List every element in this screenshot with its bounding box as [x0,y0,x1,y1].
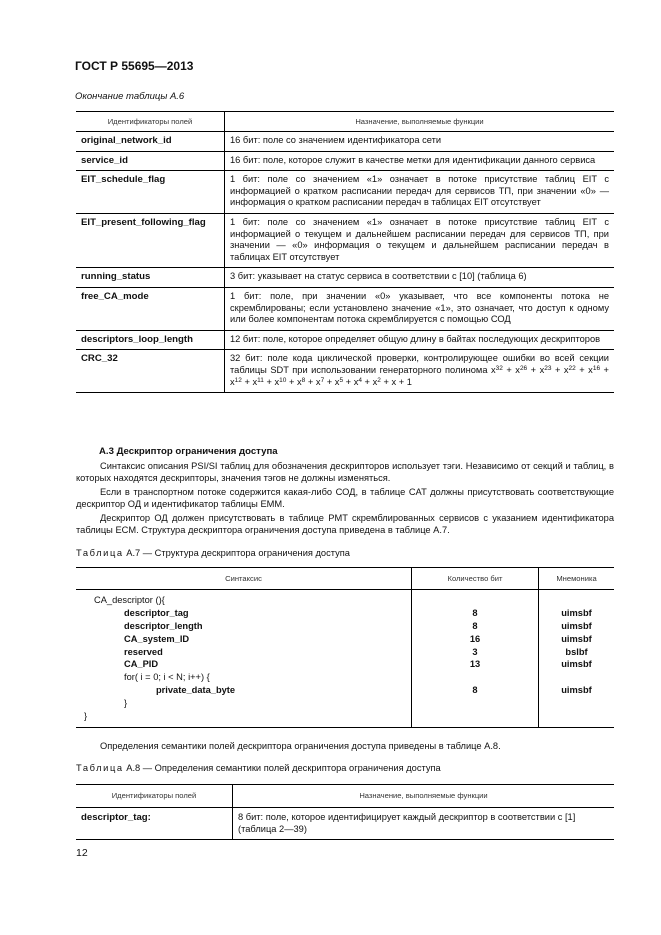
table-a8 [76,784,614,840]
bits-value: 8 [472,685,478,696]
bits-value: 16 [469,633,481,644]
polynomial-exponent: 4 [358,376,362,384]
polynomial-exponent: 2 [377,376,381,384]
polynomial-exponent: 16 [592,364,601,372]
polynomial-exponent: 32 [495,364,503,372]
mnemonic-value: uimsbf [561,685,592,696]
column-header: Синтаксис [76,568,412,590]
syntax-line: for( i = 0; i < N; i++) { [124,672,210,683]
column-header: Назначение, выполняемые функции [225,112,615,132]
table-a8-caption [76,763,441,773]
polynomial-term: $x^{11}$ [252,376,264,387]
polynomial-exponent: 5 [339,376,344,384]
polynomial-term: $x^{23}$ [539,364,552,375]
table-a6-caption: Окончание таблицы А.6 [75,91,185,102]
polynomial-exponent: 8 [301,376,306,384]
table-row [76,151,614,171]
syntax-line: descriptor_length [124,620,203,631]
table-row [76,132,614,152]
polynomial-term: $x^{16}$ [588,364,601,375]
syntax-line: CA_descriptor (){ [94,595,165,605]
paragraph: Если в транспортном потоке содержится какая-либо СОД, в таблице CAT должны присутствовать соответствующие дескриптор ОД и идентификатор таблицы EMM. [76,487,614,509]
table-caption-label: Таблица [76,548,124,558]
field-description: 1 бит: поле со значением «1» означает в потоке присутствие таблиц EIT с информацией о кратком расписании передач для сервисов ТП, при значении «0» — информация о кратком расписании передач в таблицах EIT отсутствует [225,171,615,214]
polynomial-term: $x^8$ [297,376,306,387]
bits-value: 3 [472,646,478,657]
field-identifier: original_network_id [76,132,225,152]
column-header: Идентификаторы полей [76,112,225,132]
field-identifier: CRC_32 [76,350,225,393]
field-description: 3 бит: указывает на статус сервиса в соответствии с [10] (таблица 6) [225,268,615,288]
polynomial-term: $x^{26}$ [515,364,528,375]
polynomial-term: 1 [406,376,412,387]
syntax-line: } [84,711,88,722]
field-identifier: EIT_schedule_flag [76,171,225,214]
table-a7 [76,567,614,728]
mnemonic-column [539,590,615,728]
polynomial-term: $x^7$ [315,376,325,387]
bits-value [412,697,538,710]
document-header: ГОСТ Р 55695—2013 [75,59,194,73]
field-identifier: running_status [76,268,225,288]
table-caption-text: А.8 — Определения семантики полей дескриптора ограничения доступа [126,763,441,773]
bits-value: 8 [472,607,478,618]
field-description: 12 бит: поле, которое определяет общую длину в байтах последующих дескрипторов [225,330,615,350]
field-identifier: service_id [76,151,225,171]
field-description [225,350,615,393]
paragraph: Синтаксис описания PSI/SI таблиц для обозначения дескрипторов использует тэги. Независимо от секций и таблиц, в которых находятся дескрипторы, значения тэгов не должны изменяться. [76,461,614,483]
page-number: 12 [76,847,88,859]
mnemonic-value [539,671,614,684]
syntax-line: CA_system_ID [124,633,190,644]
table-row [76,213,614,267]
polynomial-term: $x^{32}$ [490,364,503,375]
crc-description-text: 32 бит: поле кода циклической проверки, контролирующее ошибки во всей секции таблицы SDT при использовании генераторного полинома [230,353,609,375]
table-row [76,590,614,728]
field-description: 16 бит: поле со значением идентификатора сети [225,132,615,152]
syntax-line: CA_PID [124,659,159,670]
bits-value: 8 [472,620,478,631]
column-header: Назначение, выполняемые функции [233,785,615,808]
field-identifier: EIT_present_following_flag [76,213,225,267]
table-caption-label: Таблица [76,763,124,773]
syntax-line: private_data_byte [156,685,236,696]
column-header: Идентификаторы полей [76,785,233,808]
polynomial-exponent: 7 [320,376,325,384]
field-description: 1 бит: поле, при значении «0» указывает, что все компоненты потока не скремблированы; если установлено значение «1», это означает, что доступ к одному или более компонентам потока скремблируется с помощью СОД [225,287,615,330]
polynomial-exponent: 23 [544,364,552,372]
table-a7-caption [76,548,350,558]
mnemonic-value: bslbf [565,646,588,657]
paragraph: Определения семантики полей дескриптора ограничения доступа приведены в таблице А.8. [100,741,501,751]
field-description: 1 бит: поле со значением «1» означает в потоке присутствие таблиц EIT с информацией о текущем и дальнейшем расписании передач для сервисов ТП, при значении — «0» информация о текущем и дальнейшем расписании передач в таблицах EIT отсутствует [225,213,615,267]
generator-polynomial: $x^{32} + x^{26} + x^{23} + x^{22} + x^{16} + x^{12} + x^{11} + x^{10} + x^8 + x^7 + x^5 + x^4 + x^2 + x + 1$ [230,364,609,387]
table-row [76,808,614,840]
polynomial-exponent: 26 [519,364,528,372]
field-identifier: free_CA_mode [76,287,225,330]
syntax-line: descriptor_tag [124,607,189,618]
polynomial-exponent: 10 [279,376,287,384]
bits-value: 13 [469,659,481,670]
field-identifier: descriptor_tag: [76,808,233,840]
bits-value [412,594,538,607]
polynomial-exponent: 12 [234,376,242,384]
table-caption-text: А.7 — Структура дескриптора ограничения доступа [126,548,350,558]
polynomial-term: x [391,376,397,387]
column-header: Мнемоника [539,568,615,590]
polynomial-exponent: 11 [257,376,264,384]
mnemonic-value: uimsbf [561,620,592,631]
mnemonic-value [539,697,614,710]
mnemonic-value: uimsbf [561,659,592,670]
polynomial-term: $x^2$ [372,376,381,387]
polynomial-exponent: 22 [568,364,576,372]
polynomial-term: $x^4$ [353,376,362,387]
mnemonic-value: uimsbf [561,607,592,618]
table-header-row [76,112,614,132]
polynomial-term: $x^{22}$ [563,364,576,375]
field-identifier: descriptors_loop_length [76,330,225,350]
mnemonic-value: uimsbf [561,633,592,644]
paragraph: Дескриптор ОД должен присутствовать в таблице PMT скремблированных сервисов с указанием идентификатора таблицы ECM. Структура дескриптора ограничения доступа приведена в таблице А.7. [76,513,614,535]
field-description: 8 бит: поле, которое идентифицирует каждый дескриптор в соответствии с [1] (таблица 2—39) [233,808,615,840]
column-header: Количество бит [412,568,539,590]
polynomial-term: $x^5$ [334,376,344,387]
bits-column [412,590,539,728]
bits-value [412,671,538,684]
syntax-column [76,590,412,728]
polynomial-term: $x^{10}$ [274,376,287,387]
field-description: 16 бит: поле, которое служит в качестве метки для идентификации данного сервиса [225,151,615,171]
polynomial-term: $x^{12}$ [230,376,242,387]
syntax-line: reserved [124,646,163,657]
bits-value [412,710,538,723]
mnemonic-value [539,710,614,723]
table-header-row [76,785,614,808]
table-row [76,268,614,288]
table-header-row [76,568,614,590]
syntax-line: } [124,698,128,709]
table-row [76,350,614,393]
mnemonic-value [539,594,614,607]
table-row [76,287,614,330]
table-a6 [76,111,614,393]
table-row [76,171,614,214]
section-heading: А.3 Дескриптор ограничения доступа [99,446,278,457]
table-row [76,330,614,350]
